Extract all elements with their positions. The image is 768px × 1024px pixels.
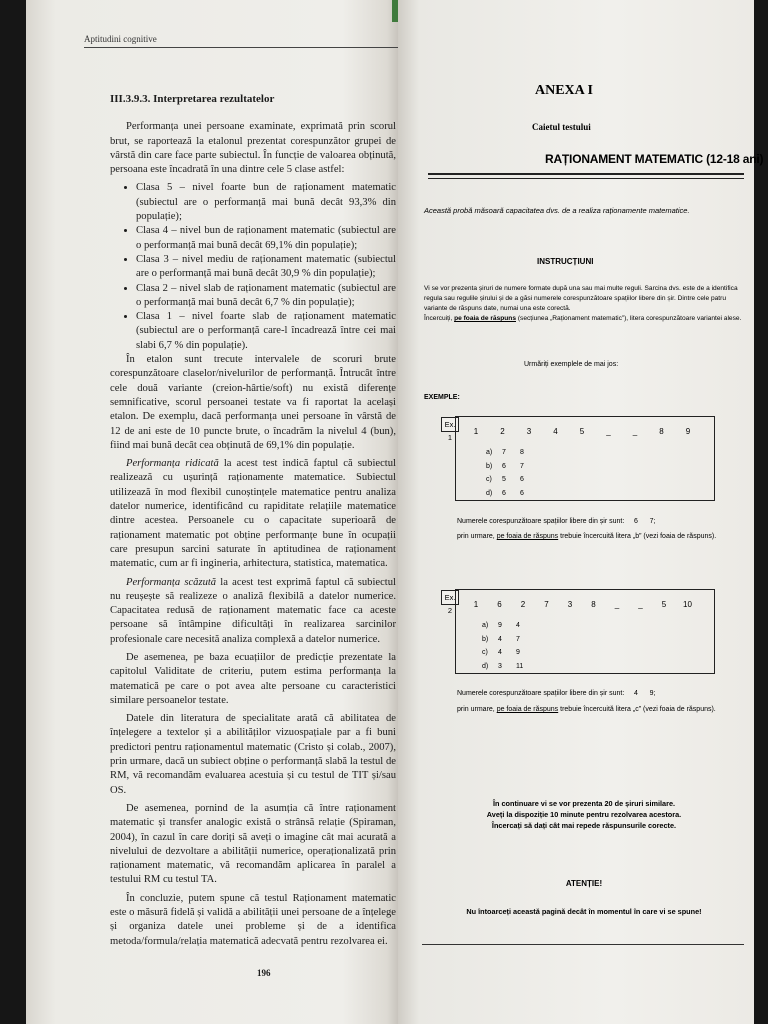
attention-title: ATENȚIE! (565, 879, 603, 888)
example-1-option-1 (486, 446, 524, 460)
low-performance-label: Performanța scăzută (126, 576, 217, 588)
example-2-option-2 (482, 633, 523, 647)
example-2-term-9: 5 (661, 600, 667, 609)
example-1-option-4-letter: d) (486, 489, 493, 497)
class-item-3: • Clasa 3 – nivel mediu de raționament matematic (subiectul are o performanță mai bună decât 30,9 % din populație); (136, 253, 396, 282)
example-2-numbers-line (457, 690, 655, 697)
paragraph-prediction: De asemenea, pe baza ecuațiilor de predicție prezentate la capitolul Validitate de criteriu, putem estima performanța la matematică pe care o pot avea alte persoane cu caracteristici similare persoanelor testate. (110, 651, 396, 706)
example-1-options (486, 446, 524, 500)
paragraph-conclusion: În concluzie, putem spune că testul Raționament matematic este o măsură fidelă și validă a abilității unei persoane de a înțelege și organiza datele unei probleme și de a identifica metoda/formula/relația matematică adecvată pentru rezolvarea ei. (110, 892, 396, 947)
paragraph-low-performance (110, 576, 396, 647)
class-item-4: • Clasa 4 – nivel bun de raționament matematic (subiectul are o performanță mai bună decât 69,1% din populație); (136, 224, 396, 253)
example-1-numbers-line (457, 518, 655, 525)
instructions-circle-pre: Încercuiți, (424, 315, 455, 322)
attention-text: Nu întoarceți această pagină decât în momentul în care vi se spune! (466, 907, 702, 916)
test-intro: Această probă măsoară capacitatea dvs. de a realiza raționamente matematice. (424, 206, 690, 215)
example-1-option-3-letter: c) (486, 476, 492, 483)
example-1-box (455, 416, 715, 501)
example-1-term-3: 3 (526, 427, 532, 436)
example-2-term-8: _ (638, 600, 643, 609)
example-2-option-4-a: 3 (498, 662, 502, 670)
example-2-result-post: trebuie încercuită litera „c” (vezi foaia de răspuns). (558, 706, 716, 713)
example-2-option-3-letter: c) (482, 649, 488, 656)
example-1-term-8: 8 (659, 427, 664, 436)
high-performance-label: Performanța ridicată (126, 458, 219, 470)
example-2-option-2-letter: b) (482, 635, 489, 643)
left-page (26, 0, 398, 1024)
final-instructions (424, 798, 744, 831)
paragraph-analogic: De asemenea, pornind de la asumția că între raționament matematic și transfer analogic există o strânsă relație (Spiraman, 2004), în cazul în care doriți să aveți o imagine cât mai acurată a nivelului de dezvoltare a abilității numerice, operaționalizată prin raționament matematic, vă recomandăm aplicarea în paralel a testului RM cu testul TA. (110, 802, 396, 886)
example-1-term-4: 4 (553, 427, 558, 436)
example-1-term-7: _ (632, 427, 638, 436)
example-2-options (482, 619, 523, 673)
example-2-option-1 (482, 619, 523, 633)
example-1-term-2: 2 (500, 427, 505, 436)
example-2-numbers-text: Numerele corespunzătoare spațiilor libere din șir sunt: (457, 690, 625, 697)
left-body-text (110, 92, 396, 953)
example-1-numbers-text: Numerele corespunzătoare spațiilor libere din șir sunt: (457, 518, 625, 525)
example-2-option-3 (482, 646, 523, 660)
section-title: III.3.9.3. Interpretarea rezultatelor (110, 93, 275, 105)
instructions-circle-answer-sheet: pe foaia de răspuns (454, 315, 516, 322)
example-1-term-1: 1 (473, 427, 479, 436)
class-item-2: • Clasa 2 – nivel slab de raționament matematic (subiectul are o performanță mai bună decât 6,7 % din populație); (136, 282, 396, 311)
example-2-result-line (457, 706, 716, 713)
final-line-2: Aveți la dispoziție 10 minute pentru rezolvarea acestora. (486, 810, 682, 819)
class-item-1: • Clasa 1 – nivel foarte slab de raționament matematic (subiectul are o performanță care-l încadrează între cei mai slabi 6,7 % din populație). (136, 310, 396, 353)
example-2-term-3: 2 (520, 600, 526, 609)
annex-title: ANEXA I (535, 83, 593, 98)
examples-intro: Urmăriți exemplele de mai jos: (524, 361, 619, 368)
example-1-option-3 (486, 473, 524, 487)
low-performance-text: la acest test exprimă faptul că subiectul nu reușește să realizeze o analiză flexibilă a datelor numerice. Capacitatea redusă de raționament matematic face ca aceste persoane să întâmpine dificultăți în realizarea sarcinilor profesionale care necesită analiza complexă a datelor numerice. (110, 576, 396, 645)
example-2-term-4: 7 (544, 600, 549, 609)
example-2-term-10: 10 (683, 600, 692, 609)
example-1-option-1-a: 7 (502, 449, 506, 456)
test-title: RAȚIONAMENT MATEMATIC (12-18 ani) (545, 152, 764, 166)
title-rule (428, 173, 744, 175)
example-2-option-4-letter: d) (482, 662, 489, 670)
running-head: Aptitudini cognitive (84, 34, 157, 44)
example-1-option-3-b: 6 (520, 476, 524, 483)
example-1-option-2-a: 6 (502, 462, 506, 470)
example-2-answer-a: 4 (634, 690, 638, 697)
example-2-option-1-letter: a) (482, 622, 489, 629)
example-1-option-4-a: 6 (502, 489, 506, 497)
example-2-answer-b: 9; (649, 690, 656, 697)
example-2-label: Ex. 2 (441, 590, 459, 605)
header-rule (84, 47, 398, 48)
instructions-circle-text (424, 314, 744, 324)
final-line-3: Încercați să dați cât mai repede răspunsurile corecte. (491, 821, 677, 830)
example-2-option-4-b: 11 (516, 662, 524, 670)
example-1-result-answer-sheet: pe foaia de răspuns (496, 533, 559, 540)
example-1-term-5: 5 (579, 427, 585, 436)
example-2-term-1: 1 (473, 600, 479, 609)
example-2-term-5: 3 (567, 600, 573, 609)
class-list (110, 181, 396, 353)
example-2-option-3-b: 9 (516, 649, 520, 656)
example-1-option-3-a: 5 (502, 476, 506, 483)
example-1-option-1-letter: a) (486, 449, 493, 456)
example-1-result-post: trebuie încercuită litera „b” (vezi foaia de răspuns). (558, 533, 717, 540)
example-2-result-answer-sheet: pe foaia de răspuns (496, 706, 559, 713)
example-1-option-4 (486, 487, 524, 501)
example-1-label: Ex. 1 (441, 417, 459, 432)
example-2-term-7: _ (614, 600, 620, 609)
example-2-option-3-a: 4 (498, 649, 502, 656)
instructions-text: Vi se vor prezenta șiruri de numere formate după una sau mai multe reguli. Sarcina dvs. este de a identifica regula sau regulile șirului și de a găsi numerele corespunzătoare spațiilor libere din șir. Dintre cele patru variante de răspuns date, numai una este corectă. (424, 285, 738, 312)
final-line-1: În continuare vi se vor prezenta 20 de șiruri similare. (492, 799, 676, 808)
example-1-option-2 (486, 460, 524, 474)
example-1-answer-a: 6 (634, 518, 638, 525)
example-2-box (455, 589, 715, 674)
example-1-option-4-b: 6 (520, 489, 524, 497)
example-2-term-6: 8 (591, 600, 596, 609)
title-rule-thin (428, 178, 744, 179)
paragraph-high-performance (110, 457, 396, 571)
example-1-option-1-b: 8 (520, 449, 524, 456)
example-1-result-pre: prin urmare, (457, 533, 497, 540)
example-2-option-2-b: 7 (516, 635, 520, 643)
example-2-option-2-a: 4 (498, 635, 502, 643)
class-item-5: • Clasa 5 – nivel foarte bun de raționament matematic (subiectul are o performanță mai bună decât 93,3% din populație); (136, 181, 396, 224)
example-2-term-2: 6 (497, 600, 502, 609)
example-2-option-1-a: 9 (498, 622, 502, 629)
example-1-term-6: _ (606, 427, 611, 436)
paragraph-literature: Datele din literatura de specialitate arată că abilitatea de înțelegere a textelor și a abilităților vizuospațiale par a fi buni predictori pentru raționamentul matematic (Cristo și colab., 2007), prin urmare, dacă un subiect obține o performanță slabă la testul de RM, vă recomandăm evaluarea acestuia și cu testul de TIT și/sau OS. (110, 713, 396, 796)
instructions-circle-post: (secțiunea „Raționament matematic”), litera corespunzătoare variantei alese. (516, 315, 742, 322)
example-1-answer-b: 7; (649, 518, 656, 525)
instructions-body (424, 284, 744, 324)
paragraph-etalon: În etalon sunt trecute intervalele de scoruri brute corespunzătoare claselor/nivelurilor de performanță. Întrucât între cele două variante (creion-hârtie/soft) nu există diferențe semnificative, scorul persoanei testate va fi raportat la același etalon. De exemplu, dacă performanța unei persoane în vârstă de 12 de ani este de 10 puncte brute, o încadrăm la nivelul 4 (bun), fiind mai bună decât cea obținută de 69,1% din populație. (110, 354, 396, 451)
example-1-option-2-letter: b) (486, 462, 493, 470)
instructions-title: INSTRUCȚIUNI (537, 257, 594, 266)
example-1-term-9: 9 (685, 427, 691, 436)
paragraph-intro: Performanța unei persoane examinate, exprimată prin scorul brut, se raportează la etalonul prezentat corespunzător grupei de vârstă din care face parte subiectul. În funcție de valoarea obținută, persoana este încadrată în una dintre cele 5 clase astfel: (110, 121, 396, 176)
bottom-rule (422, 944, 744, 945)
example-1-result-line (457, 533, 716, 540)
example-2-option-1-b: 4 (516, 622, 520, 629)
page-number: 196 (257, 968, 271, 978)
example-2-result-pre: prin urmare, (457, 706, 497, 713)
examples-label: EXEMPLE: (424, 394, 460, 401)
example-2-option-4 (482, 660, 523, 674)
high-performance-text: la acest test indică faptul că subiectul realizează cu ușurință raționamente matematice. Subiectul utilizează în mod flexibil cunoștințele matematice pentru analiza datelor numerice, identificând cu rapiditate relațiile matematice dintre acestea. Persoanele cu o capacitate superioară de raționament matematic pot obține performanțe bune în ocupații care presupun sarcini saturate în aptitudinea de raționament matematic, cum ar fi ingineria, arhitectura, statistica, matematica. (110, 458, 396, 570)
example-1-option-2-b: 7 (520, 462, 524, 470)
booklet-title: Caietul testului (532, 122, 591, 132)
